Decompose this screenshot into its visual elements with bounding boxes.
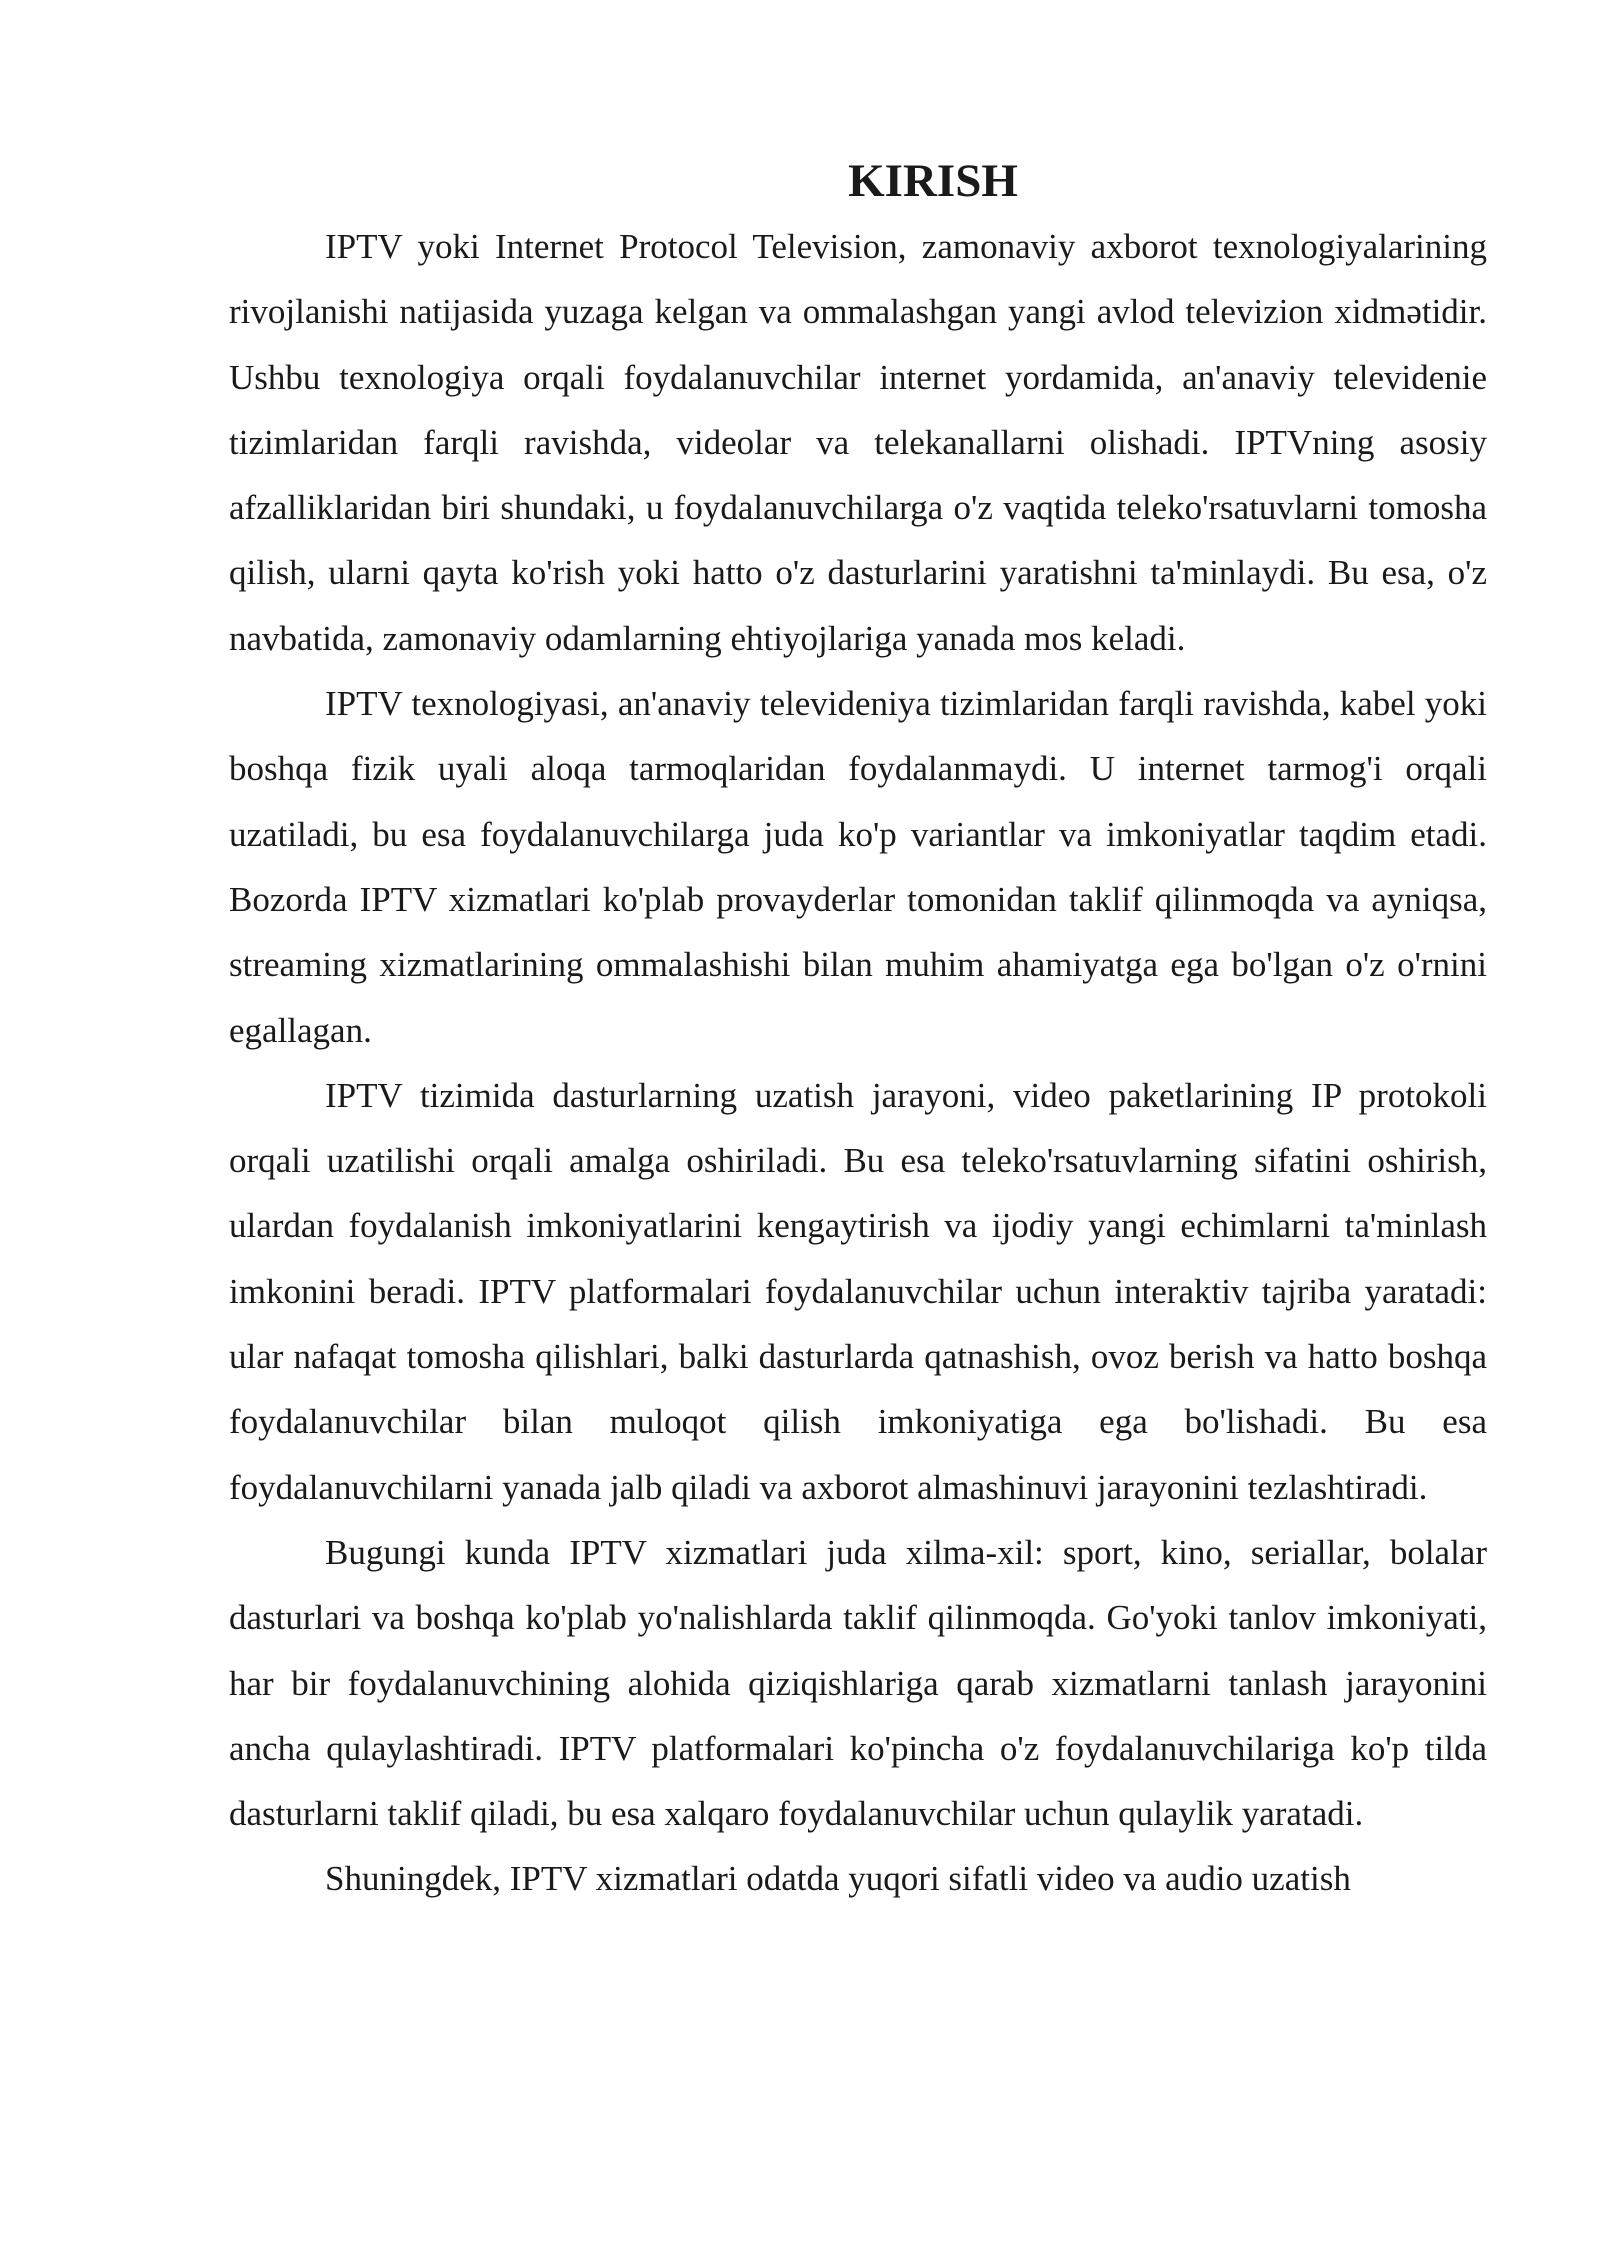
- paragraph-2: IPTV texnologiyasi, an'anaviy televideniya tizimlaridan farqli ravishda, kabel yoki boshqa fizik uyali aloqa tarmoqlaridan foydalanmaydi. U internet tarmog'i orqali uzatiladi, bu esa foydalanuvchilarga juda ko'p variantlar va imkoniyatlar taqdim etadi. Bozorda IPTV xizmatlari ko'plab provayderlar tomonidan taklif qilinmoqda va ayniqsa, streaming xizmatlarining ommalashishi bilan muhim ahamiyatga ega bo'lgan o'z o'rnini egallagan.: [229, 684, 1487, 1050]
- document-body: [229, 148, 1487, 1912]
- paragraph-4: Bugungi kunda IPTV xizmatlari juda xilma-xil: sport, kino, seriallar, bolalar dasturlari va boshqa ko'plab yo'nalishlarda taklif qilinmoqda. Go'yoki tanlov imkoniyati, har bir foydalanuvchining alohida qiziqishlariga qarab xizmatlarni tanlash jarayonini ancha qulaylashtiradi. IPTV platformalari ko'pincha o'z foydalanuvchilariga ko'p tilda dasturlarni taklif qiladi, bu esa xalqaro foydalanuvchilar uchun qulaylik yaratadi.: [229, 1532, 1487, 1834]
- paragraph-1: IPTV yoki Internet Protocol Television, zamonaviy axborot texnologiyalarining rivojlanishi natijasida yuzaga kelgan va ommalashgan yangi avlod televizion xidmətidir. Ushbu texnologiya orqali foydalanuvchilar internet yordamida, an'anaviy televidenie tizimlaridan farqli ravishda, videolar va telekanallarni olishadi. IPTVning asosiy afzalliklaridan biri shundaki, u foydalanuvchilarga o'z vaqtida teleko'rsatuvlarni tomosha qilish, ularni qayta ko'rish yoki hatto o'z dasturlarini yaratishni ta'minlaydi. Bu esa, o'z navbatida, zamonaviy odamlarning ehtiyojlariga yanada mos keladi.: [229, 227, 1487, 658]
- paragraph-3: IPTV tizimida dasturlarning uzatish jarayoni, video paketlarining IP protokoli orqali uzatilishi orqali amalga oshiriladi. Bu esa teleko'rsatuvlarning sifatini oshirish, ulardan foydalanish imkoniyatlarini kengaytirish va ijodiy yangi echimlarni ta'minlash imkonini beradi. IPTV platformalari foydalanuvchilar uchun interaktiv tajriba yaratadi: ular nafaqat tomosha qilishlari, balki dasturlarda qatnashish, ovoz berish va hatto boshqa foydalanuvchilar bilan muloqot qilish imkoniyatiga ega bo'lishadi. Bu esa foydalanuvchilarni yanada jalb qiladi va axborot almashinuvi jarayonini tezlashtiradi.: [229, 1075, 1487, 1507]
- page-title: KIRISH: [848, 155, 1018, 207]
- paragraph-5: Shuningdek, IPTV xizmatlari odatda yuqori sifatli video va audio uzatish: [325, 1859, 1351, 1899]
